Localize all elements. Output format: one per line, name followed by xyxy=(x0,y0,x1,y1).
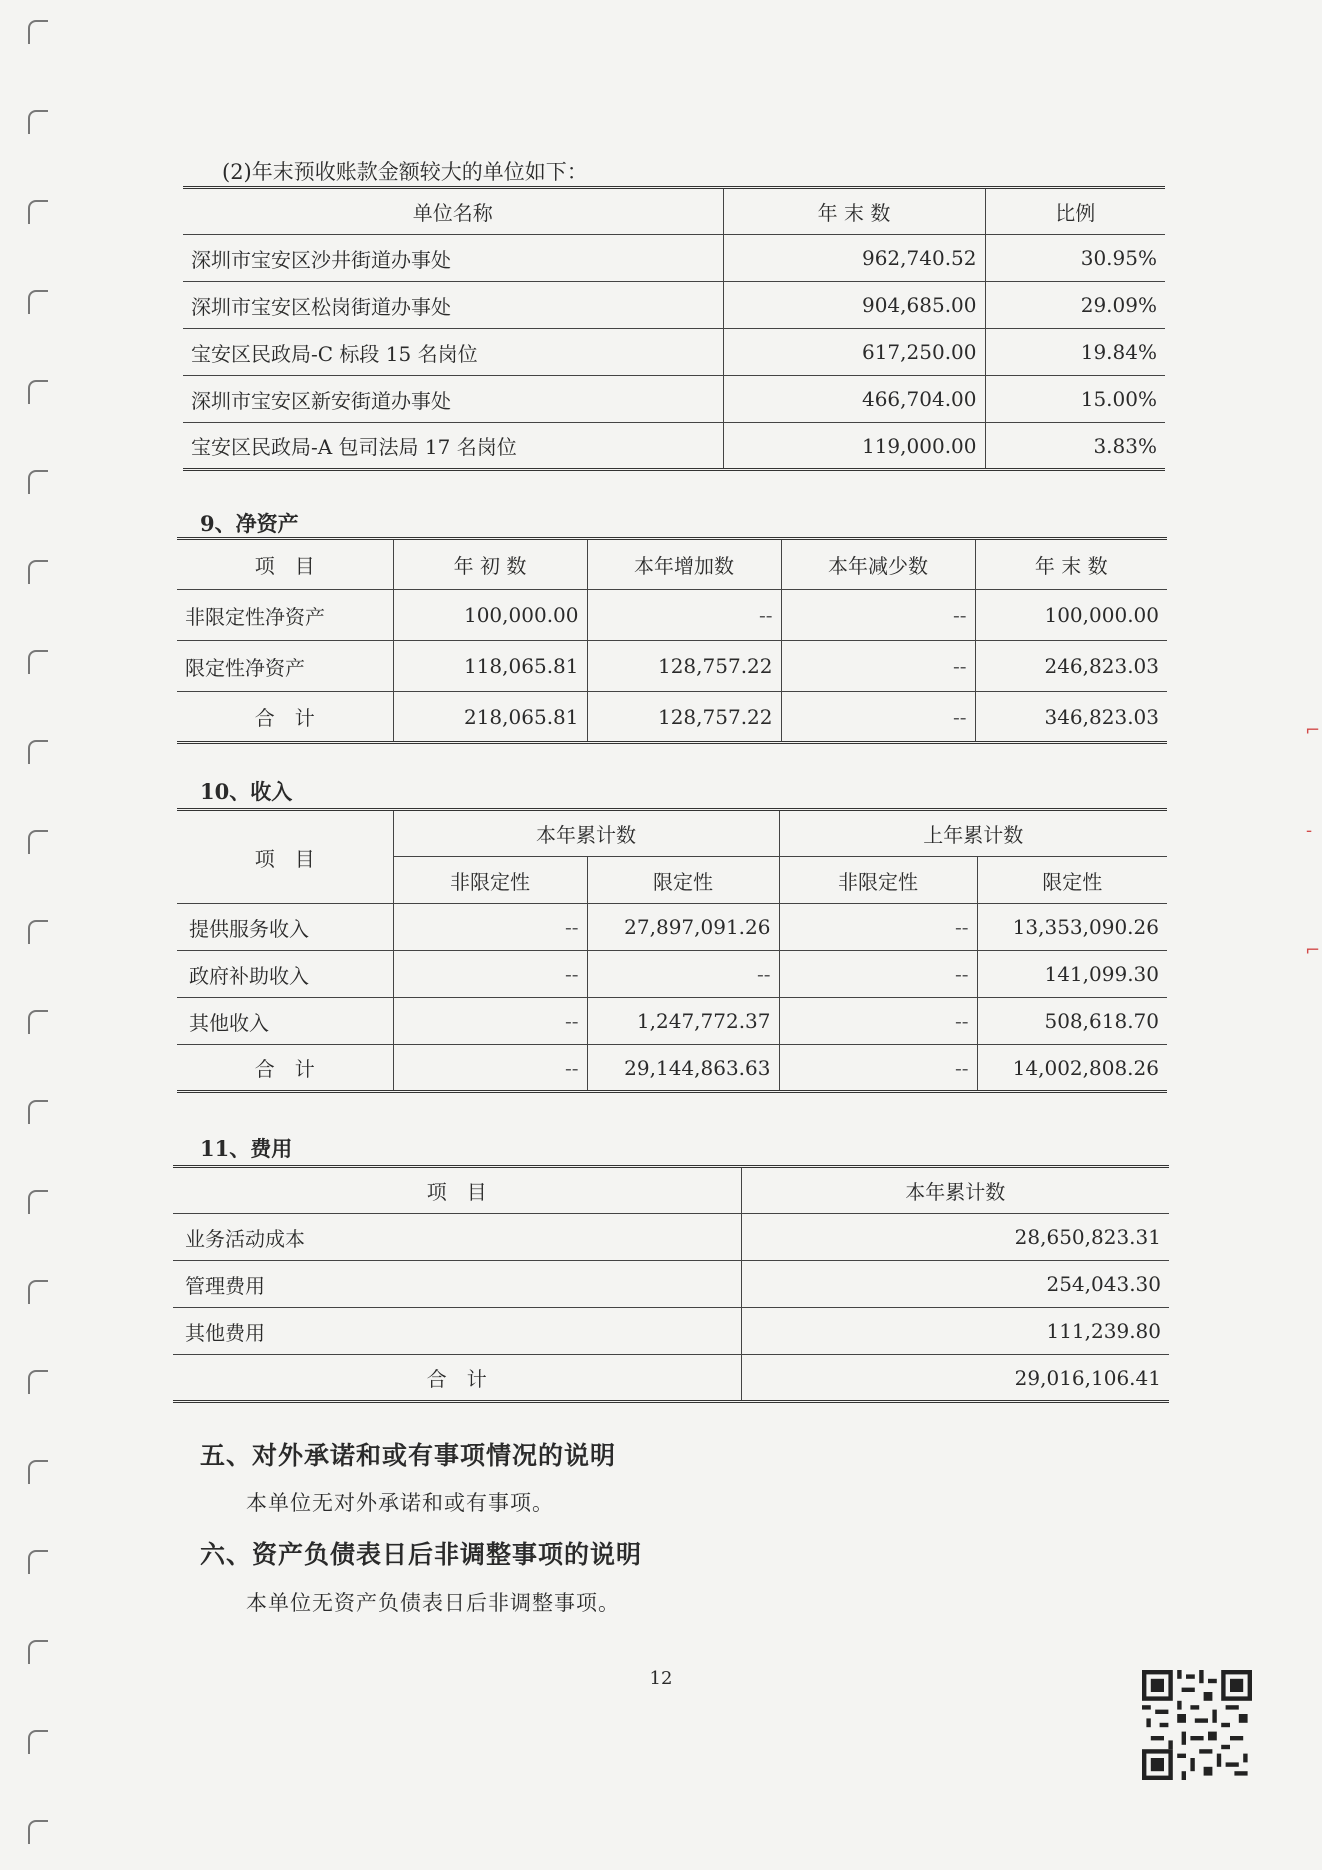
column-header: 项 目 xyxy=(177,810,393,904)
column-header: 限定性 xyxy=(977,857,1167,904)
cell-value: 28,650,823.31 xyxy=(741,1214,1169,1261)
binding-mark xyxy=(28,830,48,854)
binding-mark xyxy=(28,1640,48,1664)
table-row xyxy=(177,998,1167,1045)
binding-mark xyxy=(28,1010,48,1034)
table-header-row xyxy=(177,810,1167,857)
cell-value: -- xyxy=(781,590,975,641)
income-table xyxy=(177,808,1167,1093)
cell-value: -- xyxy=(587,590,781,641)
item-name: 管理费用 xyxy=(173,1261,741,1308)
ratio: 30.95% xyxy=(985,235,1165,282)
unit-name: 深圳市宝安区松岗街道办事处 xyxy=(183,282,723,329)
table-row xyxy=(177,951,1167,998)
cell-value: -- xyxy=(781,692,975,743)
cell-value: 246,823.03 xyxy=(975,641,1167,692)
income-title: 10、收入 xyxy=(200,779,293,804)
column-header: 本年累计数 xyxy=(741,1167,1169,1214)
ratio: 3.83% xyxy=(985,423,1165,470)
total-label: 合 计 xyxy=(177,692,393,743)
unit-name: 宝安区民政局-A 包司法局 17 名岗位 xyxy=(183,423,723,470)
binding-mark xyxy=(28,1100,48,1124)
ratio: 29.09% xyxy=(985,282,1165,329)
section5-title: 五、对外承诺和或有事项情况的说明 xyxy=(200,1441,617,1470)
table-row xyxy=(183,282,1165,329)
prepayments-heading: (2)年末预收账款金额较大的单位如下： xyxy=(222,160,588,184)
qr-code-icon xyxy=(1142,1670,1252,1780)
ratio: 19.84% xyxy=(985,329,1165,376)
table-row xyxy=(173,1261,1169,1308)
cell-value: -- xyxy=(779,998,977,1045)
table-header-row xyxy=(183,188,1165,235)
expenses-table xyxy=(173,1165,1169,1403)
binding-mark xyxy=(28,740,48,764)
table-row xyxy=(173,1308,1169,1355)
column-header: 非限定性 xyxy=(393,857,587,904)
table-row xyxy=(177,904,1167,951)
column-header: 年 末 数 xyxy=(975,539,1167,590)
binding-mark xyxy=(28,1730,48,1754)
table-row xyxy=(183,423,1165,470)
column-header: 年 末 数 xyxy=(723,188,985,235)
item-name: 非限定性净资产 xyxy=(177,590,393,641)
column-header: 非限定性 xyxy=(779,857,977,904)
cell-value: 1,247,772.37 xyxy=(587,998,779,1045)
total-label: 合 计 xyxy=(173,1355,741,1402)
cell-value: -- xyxy=(781,641,975,692)
cell-value: 508,618.70 xyxy=(977,998,1167,1045)
cell-value: 254,043.30 xyxy=(741,1261,1169,1308)
seal-fragment: ⌐ xyxy=(1305,940,1321,961)
ratio: 15.00% xyxy=(985,376,1165,423)
item-name: 提供服务收入 xyxy=(177,904,393,951)
cell-value: 100,000.00 xyxy=(975,590,1167,641)
expenses-title: 11、费用 xyxy=(200,1136,293,1161)
cell-value: 346,823.03 xyxy=(975,692,1167,743)
column-header: 项 目 xyxy=(177,539,393,590)
cell-value: -- xyxy=(779,904,977,951)
column-header: 本年增加数 xyxy=(587,539,781,590)
binding-mark xyxy=(28,20,48,44)
cell-value: -- xyxy=(779,1045,977,1092)
binding-mark xyxy=(28,380,48,404)
total-label: 合 计 xyxy=(177,1045,393,1092)
cell-value: -- xyxy=(393,1045,587,1092)
table-row xyxy=(177,1045,1167,1092)
binding-mark xyxy=(28,1820,48,1844)
unit-name: 深圳市宝安区新安街道办事处 xyxy=(183,376,723,423)
table-row xyxy=(177,692,1167,743)
table-header-row xyxy=(173,1167,1169,1214)
item-name: 政府补助收入 xyxy=(177,951,393,998)
table-row xyxy=(173,1355,1169,1402)
cell-value: -- xyxy=(779,951,977,998)
cell-value: 218,065.81 xyxy=(393,692,587,743)
binding-mark xyxy=(28,560,48,584)
cell-value: 13,353,090.26 xyxy=(977,904,1167,951)
item-name: 其他收入 xyxy=(177,998,393,1045)
binding-mark xyxy=(28,470,48,494)
column-header: 单位名称 xyxy=(183,188,723,235)
net-assets-table xyxy=(177,537,1167,744)
cell-value: 29,016,106.41 xyxy=(741,1355,1169,1402)
item-name: 限定性净资产 xyxy=(177,641,393,692)
cell-value: 29,144,863.63 xyxy=(587,1045,779,1092)
cell-value: -- xyxy=(393,904,587,951)
cell-value: 128,757.22 xyxy=(587,641,781,692)
cell-value: -- xyxy=(393,998,587,1045)
prepayments-table xyxy=(183,186,1165,471)
section6-title: 六、资产负债表日后非调整事项的说明 xyxy=(200,1540,643,1569)
column-header: 年 初 数 xyxy=(393,539,587,590)
year-end-amount: 119,000.00 xyxy=(723,423,985,470)
cell-value: 128,757.22 xyxy=(587,692,781,743)
net-assets-title: 9、净资产 xyxy=(200,511,299,536)
cell-value: 118,065.81 xyxy=(393,641,587,692)
column-header: 限定性 xyxy=(587,857,779,904)
binding-mark xyxy=(28,1550,48,1574)
section5-text: 本单位无对外承诺和或有事项。 xyxy=(246,1491,554,1515)
table-header-row xyxy=(177,539,1167,590)
year-end-amount: 962,740.52 xyxy=(723,235,985,282)
group-header: 本年累计数 xyxy=(393,810,779,857)
item-name: 其他费用 xyxy=(173,1308,741,1355)
section6-text: 本单位无资产负债表日后非调整事项。 xyxy=(246,1591,620,1615)
binding-mark xyxy=(28,200,48,224)
seal-fragment: - xyxy=(1306,820,1313,841)
binding-mark xyxy=(28,1370,48,1394)
binding-mark xyxy=(28,920,48,944)
cell-value: -- xyxy=(393,951,587,998)
unit-name: 宝安区民政局-C 标段 15 名岗位 xyxy=(183,329,723,376)
binding-mark xyxy=(28,650,48,674)
cell-value: -- xyxy=(587,951,779,998)
table-row xyxy=(183,235,1165,282)
table-row xyxy=(183,329,1165,376)
binding-mark xyxy=(28,1190,48,1214)
binding-mark xyxy=(28,110,48,134)
group-header: 上年累计数 xyxy=(779,810,1167,857)
column-header: 比例 xyxy=(985,188,1165,235)
year-end-amount: 466,704.00 xyxy=(723,376,985,423)
year-end-amount: 904,685.00 xyxy=(723,282,985,329)
binding-mark xyxy=(28,1280,48,1304)
cell-value: 111,239.80 xyxy=(741,1308,1169,1355)
year-end-amount: 617,250.00 xyxy=(723,329,985,376)
cell-value: 27,897,091.26 xyxy=(587,904,779,951)
page-number: 12 xyxy=(649,1668,673,1689)
seal-fragment: ⌐ xyxy=(1305,720,1321,741)
item-name: 业务活动成本 xyxy=(173,1214,741,1261)
binding-mark xyxy=(28,290,48,314)
column-header: 项 目 xyxy=(173,1167,741,1214)
binding-mark xyxy=(28,1460,48,1484)
column-header: 本年减少数 xyxy=(781,539,975,590)
cell-value: 141,099.30 xyxy=(977,951,1167,998)
table-row xyxy=(177,590,1167,641)
table-row xyxy=(173,1214,1169,1261)
cell-value: 100,000.00 xyxy=(393,590,587,641)
cell-value: 14,002,808.26 xyxy=(977,1045,1167,1092)
unit-name: 深圳市宝安区沙井街道办事处 xyxy=(183,235,723,282)
table-row xyxy=(183,376,1165,423)
table-row xyxy=(177,641,1167,692)
